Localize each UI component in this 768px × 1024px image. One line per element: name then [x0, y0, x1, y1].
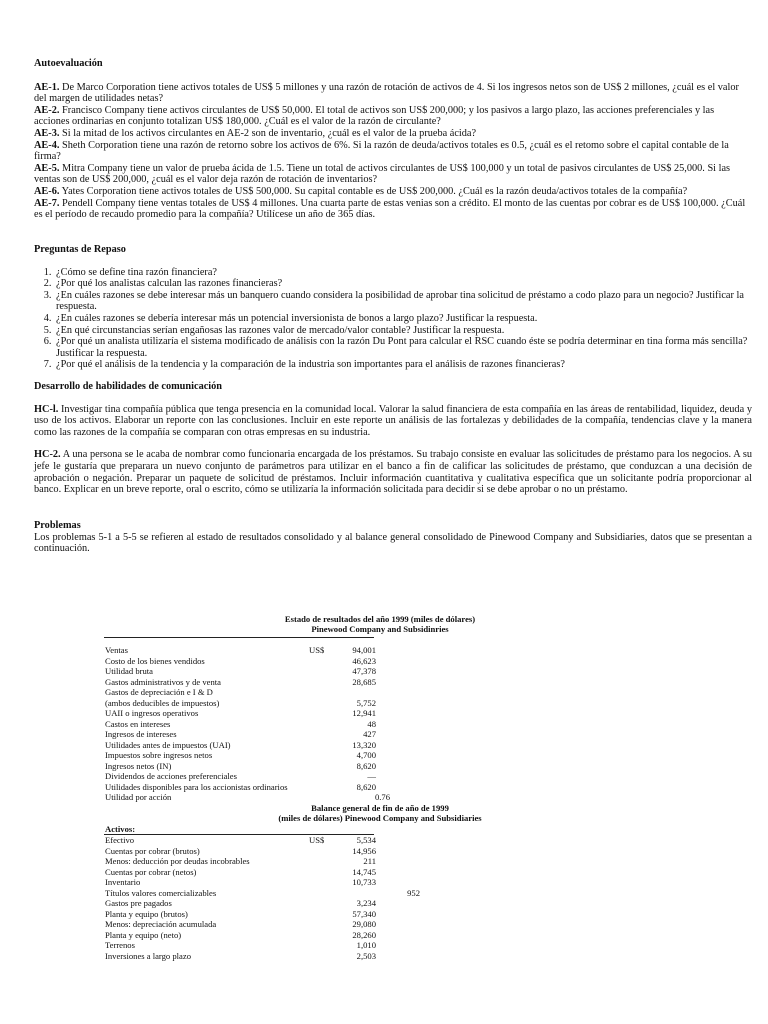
autoevaluacion-section	[34, 58, 752, 221]
ae-id: AE-6.	[34, 185, 60, 197]
row-label: Utilidad bruta	[105, 666, 153, 676]
table-row	[105, 761, 405, 771]
table-rule	[104, 637, 374, 638]
ae-item	[34, 140, 752, 163]
ae-text: Yates Corporation tiene activos totales de US$ 500,000. Su capital contable es de US$ 200,000. ¿Cuál es la razón deuda/activos totales de la compañía?	[59, 185, 688, 197]
row-label: Menos: deducción por deudas incobrables	[105, 856, 250, 866]
hc2-id: HC-2.	[34, 449, 61, 461]
row-label: Utilidades antes de impuestos (UAI)	[105, 739, 231, 750]
row-value: 4,700	[356, 750, 376, 760]
row-label: UAII o ingresos operativos	[105, 708, 199, 718]
row-label: Ventas	[105, 645, 128, 655]
list-item: 5. ¿En qué circunstancias serían engañosas las razones valor de mercado/valor contable? Justificar la respuesta.	[54, 325, 752, 337]
desarrollo-heading: Desarrollo de habilidades de comunicación	[34, 381, 223, 392]
row-label: Planta y equipo (neto)	[105, 929, 182, 940]
table-row	[105, 792, 405, 802]
table-row	[105, 771, 405, 781]
table-row	[105, 740, 405, 750]
ae-text: Pendell Company tiene ventas totales de US$ 4 millones. Una cuarta parte de estas venias son a crédito. El monto de las cuentas por cobrar es de US$ 100,000. ¿Cuál es el período de recaudo promedio para la compañía? Utilícese un año de 365 días.	[34, 197, 746, 221]
row-value: 1,010	[356, 940, 376, 950]
list-item: 3. ¿En cuáles razones se debe interesar más un banquero cuando considera la posibilidad de aprobar tina solicitud de préstamo a codo plazo para un negocio? Justificar la respuesta.	[54, 290, 752, 313]
table-row	[105, 877, 405, 887]
balance-subtitle: (miles de dólares) Pinewood Company and Subsidiaries	[278, 813, 482, 823]
table-row	[105, 687, 405, 697]
ae-item	[34, 105, 752, 128]
list-item: 1. ¿Cómo se define tina razón financiera?	[54, 267, 752, 279]
row-label: Gastos de depreciación e I & D	[105, 687, 213, 697]
row-value: 14,745	[352, 866, 376, 877]
table-row	[105, 930, 405, 940]
row-value: 46,623	[352, 655, 376, 666]
row-label: Ingresos netos (IN)	[105, 760, 172, 771]
row-label: Inversiones a largo plazo	[105, 950, 191, 961]
income-subtitle: Pinewood Company and Subsidinries	[311, 624, 449, 634]
ae-id: AE-2.	[34, 104, 60, 116]
table-row	[105, 835, 405, 845]
income-title: Estado de resultados del año 1999 (miles de dólares)	[284, 614, 476, 624]
autoevaluacion-heading: Autoevaluación	[34, 58, 103, 69]
balance-title: Balance general de fin de año de 1999	[311, 803, 449, 813]
row-value: 10,733	[352, 877, 376, 887]
row-label: Terrenos	[105, 940, 135, 950]
hc1-paragraph	[34, 404, 752, 439]
row-label: (ambos deducibles de impuestos)	[105, 697, 220, 708]
table-row	[105, 677, 405, 687]
ae-text: Si la mitad de los activos circulantes en AE-2 son de inventario, ¿cuál es el valor de la prueba ácida?	[59, 127, 477, 139]
list-item: 6. ¿Por qué un analista utilizaría el sistema modificado de análisis con la razón Du Pont para calcular el RSC cuando éste se podría determinar en tina forma más sencilla? Justificar la respuesta.	[54, 336, 752, 359]
row-label: Gastos pre pagados	[105, 898, 172, 908]
row-value: 28,685	[352, 676, 376, 687]
hc2-paragraph	[34, 449, 752, 495]
row-label: Dividendos de acciones preferenciales	[105, 771, 237, 781]
table-row	[105, 951, 405, 961]
row-value: 94,001	[352, 645, 376, 655]
row-label: Utilidades disponibles para los accionistas ordinarios	[105, 781, 288, 792]
ae-text: Mitra Company tiene un valor de prueba ácida de 1.5. Tiene un total de activos circulantes de US$ 100,000 y un total de pasivos circulantes de US$ 25,000. Si las ventas son de US$ 200,000, ¿cuál es el valor deja razón de rotación de inventarios?	[34, 162, 731, 186]
ae-list	[34, 82, 752, 221]
row-label: Títulos valores comercializables	[105, 887, 217, 898]
row-value: 427	[363, 729, 376, 739]
row-label: Efectivo	[105, 835, 135, 845]
row-value: 5,534	[356, 835, 376, 845]
problemas-section	[34, 520, 752, 555]
list-item: 4. ¿En cuáles razones se debería interesar más un potencial inversionista de bonos a largo plazo? Justificar la respuesta.	[54, 313, 752, 325]
row-value: 13,320	[352, 739, 376, 750]
problemas-text: Los problemas 5-1 a 5-5 se refieren al estado de resultados consolidado y al balance general consolidado de Pinewood Company and Subsidiaries, datos que se presentan a continuación.	[34, 531, 752, 555]
table-row	[105, 940, 405, 950]
table-row	[105, 645, 405, 655]
table-row	[105, 750, 405, 760]
row-value: —	[367, 771, 376, 781]
table-row	[105, 846, 405, 856]
row-value: 2,503	[356, 950, 376, 961]
row-label: Gastos administrativos y de venta	[105, 676, 221, 687]
problemas-heading: Problemas	[34, 520, 81, 531]
row-label: Castos en intereses	[105, 718, 171, 729]
hc2-text: A una persona se le acaba de nombrar como funcionaria encargada de los préstamos. Su trabajo consiste en evaluar las solicitudes de préstamo para los negocios. A su jefe le gustaría que preparara un nuevo conjunto de parámetros para utilizar en el banco a fin de calificar las solicitudes de préstamo, que conduzcan a una decisión de aprobación o negación. Preparar un paquete de solicitud de préstamos. Incluir información cuantitativa y cualitativa específica que un solicitante podría proporcionar al banco. Explicar en un breve reporte, oral o escrito, cómo se utilizaría la información solicitada para decidir si se debe aprobar o no un préstamo.	[34, 449, 752, 496]
preguntas-heading: Preguntas de Repaso	[34, 244, 126, 255]
currency-label: US$	[309, 835, 325, 845]
row-label: Impuestos sobre ingresos netos	[105, 750, 213, 760]
table-row	[105, 782, 405, 792]
table-row	[105, 898, 405, 908]
hc1-id: HC-l.	[34, 403, 59, 415]
row-value: 3,234	[356, 898, 376, 908]
row-label: Costo de los bienes vendidos	[105, 655, 205, 666]
row-value: 47,378	[352, 666, 376, 676]
ae-id: AE-5.	[34, 162, 60, 174]
row-value: 29,080	[352, 919, 376, 929]
row-value: 211	[363, 856, 376, 866]
row-value: 952	[407, 887, 420, 898]
ae-id: AE-4.	[34, 139, 60, 151]
ae-text: Sheth Corporation tiene una razón de retorno sobre los activos de 6%. Si la razón de deuda/activos totales es 0.5, ¿cuál es el retomo sobre el capital contable de la firma?	[34, 139, 729, 163]
row-label: Menos: depreciación acumulada	[105, 919, 217, 929]
table-row	[105, 887, 420, 898]
ae-id: AE-3.	[34, 127, 60, 139]
row-value: 57,340	[352, 908, 376, 919]
ae-item	[34, 128, 752, 140]
ae-item	[34, 163, 752, 186]
table-row	[105, 708, 405, 718]
ae-item	[34, 82, 752, 105]
row-value: 0.76	[374, 792, 390, 802]
table-row	[105, 867, 405, 877]
balance-section-label: Activos:	[105, 824, 136, 834]
row-value: 8,620	[356, 760, 376, 771]
row-label: Planta y equipo (brutos)	[105, 908, 188, 919]
row-value: 14,956	[352, 845, 376, 856]
ae-item	[34, 186, 752, 198]
ae-text: Francisco Company tiene activos circulantes de US$ 50,000. El total de activos son US$ 200,000; y los pasivos a largo plazo, las acciones preferenciales y las acciones ordinarias en conjunto totalizan US$ 180,000. ¿Cuál es el valor de la razón de circulante?	[34, 104, 715, 128]
table-row	[105, 656, 405, 666]
row-value: 5,752	[356, 697, 376, 708]
table-row	[105, 698, 405, 708]
ae-text: De Marco Corporation tiene activos totales de US$ 5 millones y una razón de rotación de activos de 4. Si los ingresos netos son de US$ 2 millones, ¿cuál es el valor del margen de utilidades netas?	[34, 81, 739, 105]
row-value: 12,941	[352, 708, 376, 718]
table-row	[105, 909, 405, 919]
ae-id: AE-1.	[34, 81, 60, 93]
preguntas-list	[34, 267, 752, 371]
currency-label: US$	[309, 645, 325, 655]
row-label: Utilidad por acción	[105, 792, 172, 802]
desarrollo-section	[34, 381, 752, 496]
list-item: 7. ¿Por qué el análisis de la tendencia y la comparación de la industria son importantes para el análisis de razones financieras?	[54, 359, 752, 371]
list-item: 2. ¿Por qué los analistas calculan las razones financieras?	[54, 278, 752, 290]
row-value: 48	[367, 718, 376, 729]
table-row	[105, 856, 405, 866]
table-row	[105, 729, 405, 739]
table-row	[105, 719, 405, 729]
ae-id: AE-7.	[34, 197, 60, 209]
row-value: 8,620	[356, 781, 376, 792]
row-label: Inventario	[105, 877, 141, 887]
table-row	[105, 666, 405, 676]
preguntas-section	[34, 244, 752, 371]
row-value: 28,260	[352, 929, 376, 940]
row-label: Cuentas por cobrar (brutos)	[105, 845, 200, 856]
hc1-text: Investigar tina compañía pública que tenga presencia en la comunidad local. Valorar la salud financiera de esta compañía en las áreas de rentabilidad, liquidez, deuda y uso de los activos. Elaborar un reporte con las conclusiones. Incluir en este reporte un análisis de las fortalezas y debilidades de la compañía, tendencias clave y la manera como las razones de la compañía se comparan con otras empresas en su industria.	[34, 403, 752, 438]
table-row	[105, 919, 405, 929]
row-label: Ingresos de intereses	[105, 729, 177, 739]
ae-item	[34, 198, 752, 221]
row-label: Cuentas por cobrar (netos)	[105, 866, 197, 877]
